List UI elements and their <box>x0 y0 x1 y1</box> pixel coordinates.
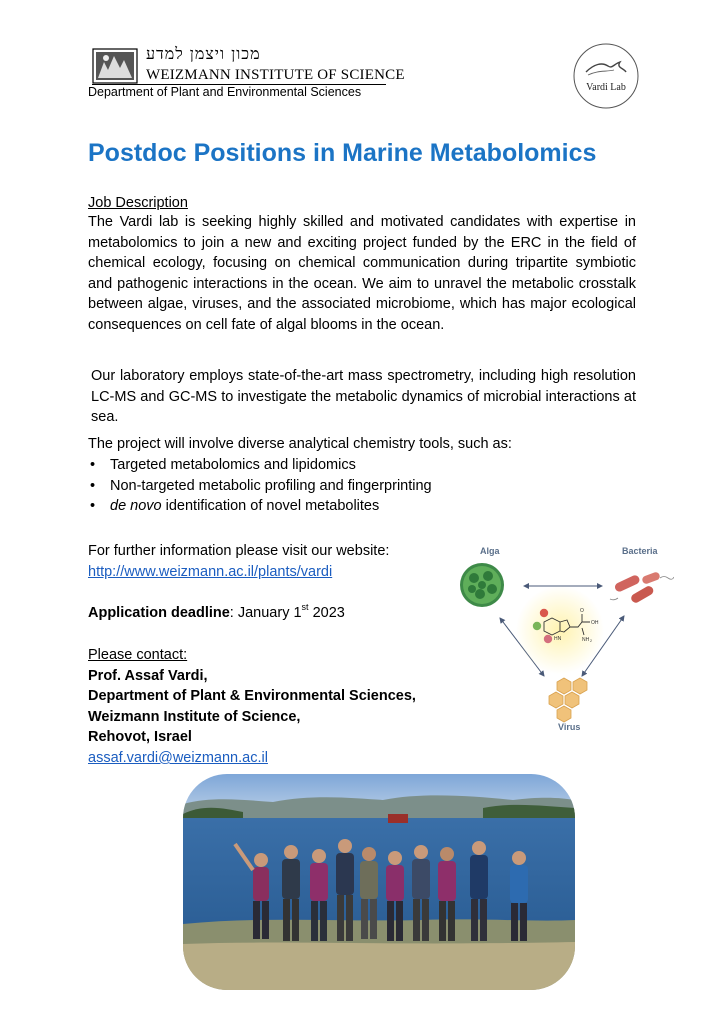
institute-hebrew-name: מכון ויצמן למדע <box>146 44 261 63</box>
contact-email-link[interactable]: assaf.vardi@weizmann.ac.il <box>88 749 268 766</box>
molecule-pink-atom <box>544 635 552 643</box>
deadline-value-prefix: : January 1 <box>229 605 302 621</box>
molecule-label-2: 2 <box>590 639 592 643</box>
tool3-rest: identification of novel metabolites <box>161 498 380 515</box>
job-description-paragraph-1: The Vardi lab is seeking highly skilled and motivated candidates with expertise in metabolomics to join a new and exciting project funded by the ERC in the field of chemical ecology, focusing on chemical communication during tripartite symbiotic and pathogenic interactions in the ocean. We aim to unravel the metabolic crosstalk between algae, viruses, and the associated microbiome, which has major ecological consequences on cell fate of algal blooms in the ocean. <box>88 214 636 333</box>
deadline-label: Application deadline <box>88 605 230 621</box>
application-deadline <box>88 603 345 624</box>
tools-intro: The project will involve diverse analytical chemistry tools, such as: <box>88 436 512 452</box>
molecule-label-oh: OH <box>591 620 599 626</box>
alga-label: Alga <box>480 546 500 556</box>
deadline-value-suffix: 2023 <box>308 605 345 621</box>
institute-name: WEIZMANN INSTITUTE OF SCIENCE <box>146 67 405 83</box>
contact-name: Prof. Assaf Vardi, <box>88 667 208 684</box>
interaction-diagram <box>452 538 674 738</box>
molecule-label-o: O <box>580 608 584 614</box>
weizmann-logo <box>92 48 138 84</box>
virus-label: Virus <box>558 722 581 732</box>
alga-cell-icon <box>460 563 504 607</box>
molecule-label-nh: NH <box>582 637 590 643</box>
department-name: Department of Plant and Environmental Sciences <box>88 85 362 99</box>
website-info-text: For further information please visit our website: <box>88 543 390 559</box>
contact-institute: Weizmann Institute of Science, <box>88 708 301 725</box>
list-item: • Targeted metabolomics and lipidomics <box>88 455 528 476</box>
lab-website-link[interactable]: http://www.weizmann.ac.il/plants/vardi <box>88 563 333 580</box>
contact-department: Department of Plant & Environmental Sciences, <box>88 688 416 705</box>
page-title: Postdoc Positions in Marine Metabolomics <box>88 139 597 167</box>
job-description-label: Job Description <box>88 195 188 211</box>
list-item: • Non-targeted metabolic profiling and fingerprinting <box>88 476 528 497</box>
contact-label: Please contact: <box>88 647 188 663</box>
molecule-label-hn: HN <box>554 636 562 642</box>
team-photo <box>183 774 575 990</box>
virus-icon <box>549 678 587 722</box>
de-novo-italic: de novo <box>110 498 162 515</box>
vardi-lab-logo-text: Vardi Lab <box>586 82 626 93</box>
deadline-sup: st <box>301 602 309 613</box>
molecule-red-atom <box>540 609 548 617</box>
tools-list <box>88 455 528 517</box>
contact-block <box>88 645 416 769</box>
website-info <box>88 541 488 582</box>
bacteria-label: Bacteria <box>622 546 658 556</box>
vardi-lab-logo <box>572 42 640 110</box>
molecule-green-atom <box>533 622 541 630</box>
contact-location: Rehovot, Israel <box>88 729 192 746</box>
job-description-paragraph-2: Our laboratory employs state-of-the-art mass spectrometry, including high resolution LC-MS and GC-MS to investigate the metabolic dynamics of microbial interactions at sea. <box>91 368 636 426</box>
bacteria-icon <box>610 571 674 604</box>
list-item <box>88 496 528 517</box>
